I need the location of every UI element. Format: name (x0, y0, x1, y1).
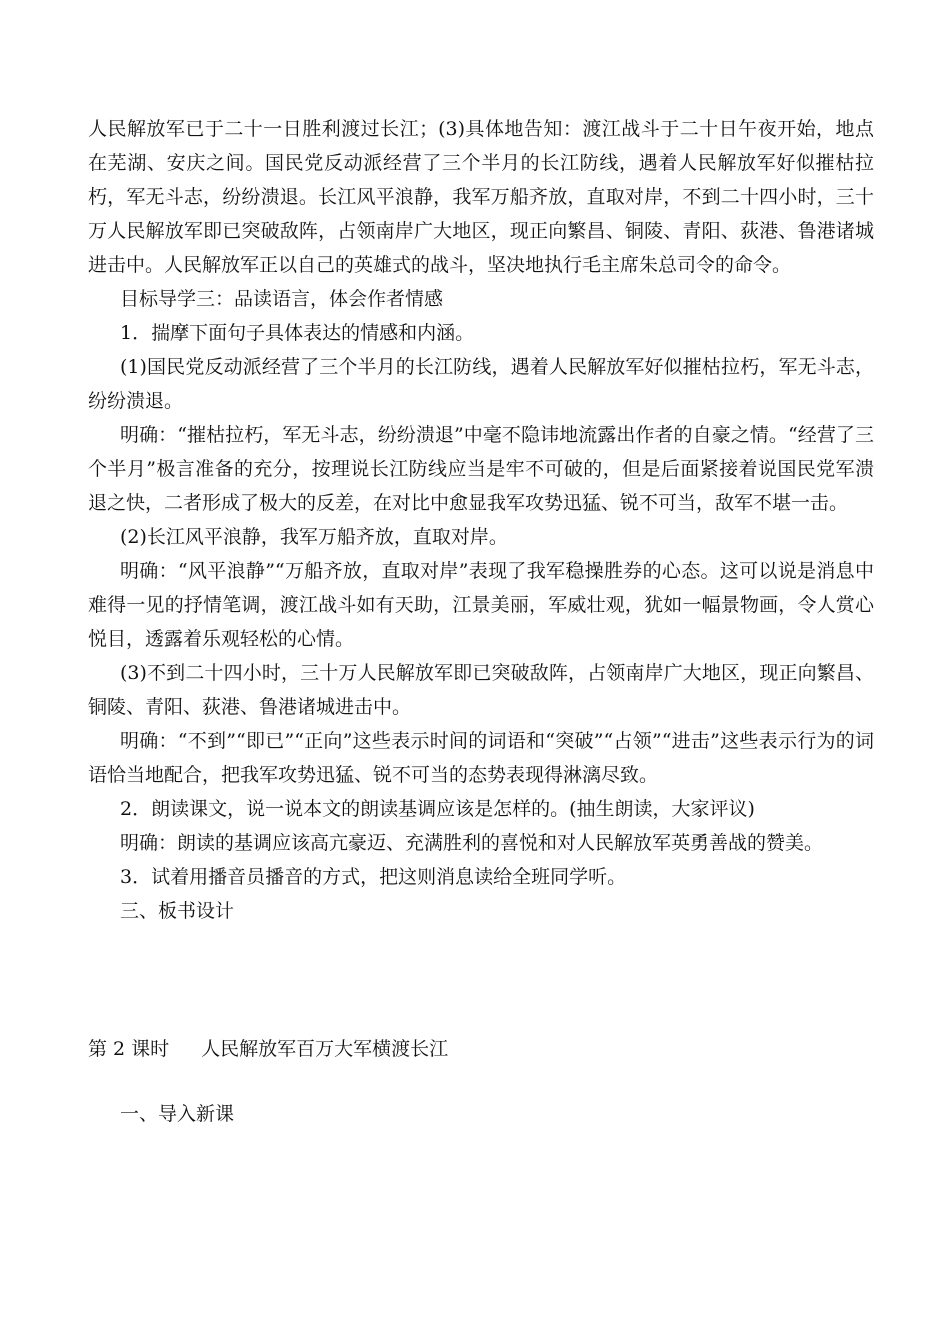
answer-1-paragraph: 明确：“摧枯拉朽，军无斗志，纷纷溃退”中毫不隐讳地流露出作者的自豪之情。“经营了三个半月”极言准备的充分，按理说长江防线应当是牢不可破的，但是后面紧接着说国民党军溃退之快，二者形成了极大的反差，在对比中愈显我军攻势迅猛、锐不可当，敌军不堪一击。 (88, 424, 874, 514)
document-page (88, 112, 874, 1131)
sentence-3-paragraph: (3)不到二十四小时，三十万人民解放军即已突破敌阵，占领南岸广大地区，现正向繁昌、铜陵、青阳、荻港、鲁港诸城进击中。 (88, 662, 874, 718)
lesson-heading (88, 1032, 874, 1066)
lesson-title: 人民解放军百万大军横渡长江 (201, 1038, 449, 1060)
answer-4-paragraph: 明确：朗读的基调应该高亢豪迈、充满胜利的喜悦和对人民解放军英勇善战的赞美。 (120, 832, 824, 854)
sentence-1-paragraph: (1)国民党反动派经营了三个半月的长江防线，遇着人民解放军好似摧枯拉朽，军无斗志，纷纷溃退。 (88, 356, 874, 412)
task-1-paragraph: 1．揣摩下面句子具体表达的情感和内涵。 (120, 322, 475, 344)
task-3-paragraph: 3．试着用播音员播音的方式，把这则消息读给全班同学听。 (120, 866, 627, 888)
answer-3-paragraph: 明确：“不到”“即已”“正向”这些表示时间的词语和“突破”“占领”“进击”这些表示行为的词语恰当地配合，把我军攻势迅猛、锐不可当的态势表现得淋漓尽致。 (88, 730, 874, 786)
goal-three-heading: 目标导学三：品读语言，体会作者情感 (120, 288, 444, 310)
section-three-heading: 三、板书设计 (120, 900, 235, 922)
lesson-number: 第 2 课时 (88, 1038, 170, 1060)
blank-space-small (88, 1066, 874, 1097)
blank-space (88, 928, 874, 1032)
task-2-paragraph: 2．朗读课文，说一说本文的朗读基调应该是怎样的。(抽生朗读，大家评议) (120, 798, 755, 820)
section-one-heading: 一、导入新课 (120, 1103, 235, 1125)
sentence-2-paragraph: (2)长江风平浪静，我军万船齐放，直取对岸。 (120, 526, 508, 548)
answer-2-paragraph: 明确：“风平浪静”“万船齐放，直取对岸”表现了我军稳操胜券的心态。这可以说是消息中难得一见的抒情笔调，渡江战斗如有天助，江景美丽，军威壮观，犹如一幅景物画，令人赏心悦目，透露着乐观轻松的心情。 (88, 560, 874, 650)
news-excerpt-paragraph: 人民解放军已于二十一日胜利渡过长江；(3)具体地告知：渡江战斗于二十日午夜开始，地点在芜湖、安庆之间。国民党反动派经营了三个半月的长江防线，遇着人民解放军好似摧枯拉朽，军无斗志，纷纷溃退。长江风平浪静，我军万船齐放，直取对岸，不到二十四小时，三十万人民解放军即已突破敌阵，占领南岸广大地区，现正向繁昌、铜陵、青阳、荻港、鲁港诸城进击中。人民解放军正以自己的英雄式的战斗，坚决地执行毛主席朱总司令的命令。 (88, 118, 874, 276)
